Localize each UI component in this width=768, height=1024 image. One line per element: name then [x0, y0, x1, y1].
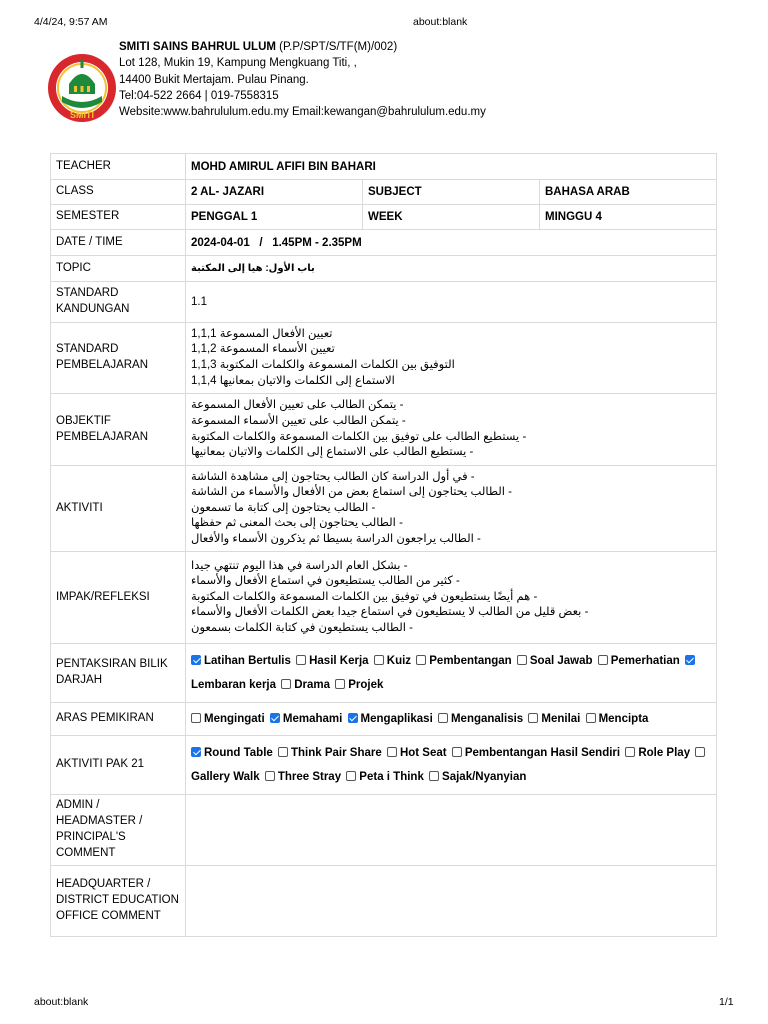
aras-checkbox[interactable]	[348, 713, 358, 723]
aras-option-label: Memahami	[282, 713, 343, 725]
row-admin	[51, 795, 717, 866]
pbd-checkbox[interactable]	[296, 655, 306, 665]
sp-list	[186, 323, 717, 394]
lesson-plan-table	[50, 153, 717, 937]
aras-option-label: Mencipta	[598, 713, 649, 725]
row-obj	[51, 394, 717, 466]
pak-label: AKTIVITI PAK 21	[51, 736, 186, 795]
admin-comment	[186, 795, 717, 866]
row-sk	[51, 282, 717, 323]
hq-label: HEADQUARTER / DISTRICT EDUCATION OFFICE COMMENT	[51, 866, 186, 937]
pbd-option-label: Hasil Kerja	[309, 655, 369, 667]
school-tel: Tel:04-522 2664 | 019-7558315	[119, 89, 279, 102]
footer-url: about:blank	[34, 996, 89, 1008]
pak-checkbox[interactable]	[452, 747, 462, 757]
pak-checkbox[interactable]	[625, 747, 635, 757]
pak-option-label: Peta i Think	[359, 771, 424, 783]
pbd-checkbox[interactable]	[191, 655, 201, 665]
act-item: في أول الدراسة كان الطالب يحتاجون إلى مشاهدة الشاشة -	[191, 470, 475, 483]
topic-value: باب الأول: هيا إلى المكتبة	[186, 256, 717, 282]
act-label: AKTIVITI	[51, 466, 186, 552]
aras-checkbox[interactable]	[270, 713, 280, 723]
aras-option-label: Menilai	[541, 713, 581, 725]
school-info	[119, 39, 486, 120]
pbd-option-label: Drama	[294, 679, 331, 691]
pbd-option-label: Latihan Bertulis	[204, 655, 291, 667]
hq-comment	[186, 866, 717, 937]
sk-label: STANDARD KANDUNGAN	[51, 282, 186, 323]
pbd-option-label: Lembaran kerja	[191, 679, 277, 691]
school-logo	[47, 50, 117, 128]
act-item: الطالب يحتاجون إلى كتابة ما تسمعون -	[191, 501, 376, 514]
sp-item: 1,1,4 الاستماع إلى الكلمات والاتيان بمعانيها	[191, 374, 395, 387]
row-date	[51, 230, 717, 256]
pbd-checkbox[interactable]	[598, 655, 608, 665]
imp-item: بشكل العام الدراسة في هذا اليوم تنتهي جيدا -	[191, 559, 408, 572]
act-item: الطالب يراجعون الدراسة بسيطا ثم يذكرون الأسماء والأفعال -	[191, 532, 481, 545]
row-imp	[51, 552, 717, 644]
pak-option-label: Role Play	[638, 747, 691, 759]
obj-item: يستطيع الطالب على توفيق بين الكلمات المسموعة والكلمات المكتوبة -	[191, 430, 527, 443]
logo-window	[74, 86, 77, 92]
aras-checkbox[interactable]	[528, 713, 538, 723]
pbd-label: PENTAKSIRAN BILIK DARJAH	[51, 644, 186, 703]
pbd-checkbox[interactable]	[416, 655, 426, 665]
logo-spire	[81, 60, 84, 68]
pak-option-label: Hot Seat	[399, 747, 447, 759]
aras-checkbox[interactable]	[191, 713, 201, 723]
pbd-checkbox[interactable]	[374, 655, 384, 665]
pak-checkbox[interactable]	[191, 747, 201, 757]
pbd-checkbox[interactable]	[281, 679, 291, 689]
obj-item: يتمكن الطالب على تعيين الأسماء المسموعة -	[191, 414, 406, 427]
subject-value: BAHASA ARAB	[540, 180, 717, 205]
class-value: 2 AL- JAZARI	[186, 180, 363, 205]
obj-item: يستطيع الطالب على الاستماع إلى الكلمات والاتيان بمعانيها -	[191, 446, 474, 459]
pak-checkbox[interactable]	[265, 771, 275, 781]
pak-option-label: Pembentangan Hasil Sendiri	[464, 747, 621, 759]
row-pbd	[51, 644, 717, 703]
sp-item: 1,1,3 التوفيق بين الكلمات المسموعة والكلمات المكتوبة	[191, 359, 455, 371]
pbd-checkbox[interactable]	[517, 655, 527, 665]
pak-option-label: Sajak/Nyanyian	[442, 771, 527, 783]
print-date: 4/4/24, 9:57 AM	[34, 16, 108, 28]
logo-text: SMITI	[70, 110, 94, 120]
school-web: Website:www.bahrululum.edu.my Email:kewangan@bahrululum.edu.my	[119, 106, 486, 119]
row-aras	[51, 703, 717, 736]
row-hq	[51, 866, 717, 937]
aras-checkbox[interactable]	[586, 713, 596, 723]
topic-label: TOPIC	[51, 256, 186, 282]
pak-option-label: Three Stray	[277, 771, 342, 783]
pbd-option-label: Kuiz	[386, 655, 412, 667]
pbd-option-label: Pemerhatian	[610, 655, 680, 667]
aras-label: ARAS PEMIKIRAN	[51, 703, 186, 736]
pbd-checkbox[interactable]	[685, 655, 695, 665]
pak-option-label: Gallery Walk	[191, 771, 260, 783]
footer-page-number: 1/1	[719, 996, 734, 1008]
pbd-option-label: Projek	[348, 679, 384, 691]
imp-list	[186, 552, 717, 644]
pak-checkbox[interactable]	[387, 747, 397, 757]
date-value: 2024-04-01 / 1.45PM - 2.35PM	[186, 230, 717, 256]
class-label: CLASS	[51, 180, 186, 205]
aras-checkbox[interactable]	[438, 713, 448, 723]
pak-checkbox[interactable]	[429, 771, 439, 781]
sp-label: STANDARD PEMBELAJARAN	[51, 323, 186, 394]
aras-option-label: Mengingati	[204, 713, 265, 725]
teacher-label: TEACHER	[51, 154, 186, 180]
imp-item: هم أيضًا يستطيعون في توفيق بين الكلمات المسموعة والكلمات المكتوبة -	[191, 590, 538, 603]
date-label: DATE / TIME	[51, 230, 186, 256]
school-reg: (P.P/SPT/S/TF(M)/002)	[275, 41, 398, 53]
teacher-value: MOHD AMIRUL AFIFI BIN BAHARI	[186, 154, 717, 180]
semester-value: PENGGAL 1	[186, 205, 363, 230]
school-name-line	[119, 39, 486, 55]
sk-value: 1.1	[186, 282, 717, 323]
row-act	[51, 466, 717, 552]
week-label: WEEK	[363, 205, 540, 230]
imp-item: بعض قليل من الطالب لا يستطيعون في استماع جيدا بعض الكلمات الأفعال والأسماء -	[191, 606, 589, 619]
act-list	[186, 466, 717, 552]
sp-item: 1,1,2 تعيين الأسماء المسموعة	[191, 343, 335, 356]
aras-option-label: Mengaplikasi	[360, 713, 433, 725]
pbd-option-label: Soal Jawab	[529, 655, 593, 667]
pbd-checkbox[interactable]	[335, 679, 345, 689]
row-sp	[51, 323, 717, 394]
imp-label: IMPAK/REFLEKSI	[51, 552, 186, 644]
logo-window	[81, 86, 84, 92]
obj-list	[186, 394, 717, 466]
subject-label: SUBJECT	[363, 180, 540, 205]
row-class	[51, 180, 717, 205]
logo-window	[87, 86, 90, 92]
pbd-option-label: Pembentangan	[429, 655, 512, 667]
obj-label: OBJEKTIF PEMBELAJARAN	[51, 394, 186, 466]
school-address-1: Lot 128, Mukin 19, Kampung Mengkuang Titi, ,	[119, 57, 357, 70]
pak-options	[186, 736, 717, 795]
row-topic	[51, 256, 717, 282]
pak-checkbox[interactable]	[278, 747, 288, 757]
row-teacher	[51, 154, 717, 180]
act-item: الطالب يحتاجون إلى استماع بعض من الأفعال والأسماء من الشاشة -	[191, 486, 513, 499]
print-title: about:blank	[413, 16, 468, 28]
row-pak	[51, 736, 717, 795]
imp-item: كثير من الطالب يستطيعون في استماع الأفعال والأسماء -	[191, 575, 460, 588]
admin-label: ADMIN / HEADMASTER / PRINCIPAL'S COMMENT	[51, 795, 186, 866]
week-value: MINGGU 4	[540, 205, 717, 230]
pbd-options	[186, 644, 717, 703]
school-address-2: 14400 Bukit Mertajam. Pulau Pinang.	[119, 73, 309, 86]
row-semester	[51, 205, 717, 230]
school-name: SMITI SAINS BAHRUL ULUM	[119, 41, 276, 53]
act-item: الطالب يحتاجون إلى بحث المعنى ثم حفظها -	[191, 517, 403, 530]
sp-item: 1,1,1 تعيين الأفعال المسموعة	[191, 327, 333, 340]
aras-options	[186, 703, 717, 736]
semester-label: SEMESTER	[51, 205, 186, 230]
imp-item: الطالب يستطيعون في كتابة الكلمات بسمعون -	[191, 621, 413, 634]
pak-option-label: Round Table	[204, 747, 273, 759]
pak-checkbox[interactable]	[695, 747, 705, 757]
pak-option-label: Think Pair Share	[290, 747, 382, 759]
obj-item: يتمكن الطالب على تعيين الأفعال المسموعة -	[191, 399, 404, 412]
pak-checkbox[interactable]	[346, 771, 356, 781]
aras-option-label: Menganalisis	[450, 713, 524, 725]
